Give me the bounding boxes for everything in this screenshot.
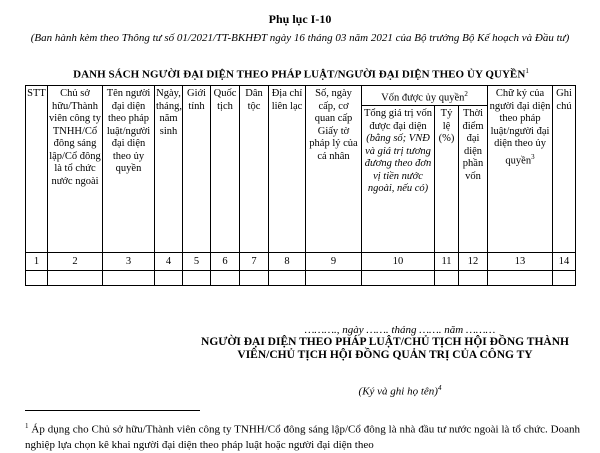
column-number: 6 [211,253,240,271]
column-number: 4 [155,253,183,271]
signature-footnote-ref: 4 [437,384,442,392]
column-number: 5 [183,253,211,271]
header-note: Ghi chú [553,86,576,253]
column-number: 1 [26,253,48,271]
header-authorized-capital [362,86,488,106]
table-cell[interactable] [211,271,240,286]
header-id-document: Số, ngày cấp, cơ quan cấp Giấy tờ pháp lý của cá nhân [306,86,362,253]
header-date-of-birth: Ngày, tháng, năm sinh [155,86,183,253]
column-number: 8 [269,253,306,271]
column-number: 10 [362,253,435,271]
header-gender: Giới tính [183,86,211,253]
header-signature [488,86,553,253]
header-signature-label: Chữ ký của người đại diện theo pháp luật/người đại diện theo ủy quyền [489,88,551,166]
column-number-row [26,253,576,271]
header-nationality: Quốc tịch [211,86,240,253]
header-capital-total [362,106,435,253]
column-number: 9 [306,253,362,271]
table-cell[interactable] [103,271,155,286]
column-number: 7 [240,253,269,271]
list-title-text: DANH SÁCH NGƯỜI ĐẠI DIỆN THEO PHÁP LUẬT/NGƯỜI ĐẠI DIỆN THEO ỦY QUYỀN [73,68,526,81]
signature-hint-text: (Ký và ghi họ tên) [358,385,438,398]
table-cell[interactable] [183,271,211,286]
column-number: 12 [459,253,488,271]
table-cell[interactable] [306,271,362,286]
header-representation-time: Thời điểm đại diện phần vốn [459,106,488,253]
table-cell[interactable] [459,271,488,286]
signer-title: NGƯỜI ĐẠI DIỆN THEO PHÁP LUẬT/CHỦ TỊCH HỘI ĐỒNG THÀNH VIÊN/CHỦ TỊCH HỘI ĐỒNG QUẢN TRỊ CỦA CÔNG TY [201,336,569,361]
table-cell[interactable] [26,271,48,286]
table-cell[interactable] [553,271,576,286]
header-ethnicity: Dân tộc [240,86,269,253]
date-line: ………., ngày ……. tháng ……. năm ……… [304,324,496,336]
list-title [16,67,586,81]
table-cell[interactable] [435,271,459,286]
table-cell[interactable] [488,271,553,286]
header-signature-footnote-ref: 3 [531,152,535,161]
header-stt: STT [26,86,48,253]
table-header-row [26,86,576,106]
header-capital-total-note: (bằng số; VNĐ và giá trị tương đương theo đơn vị tiền nước ngoài, nếu có) [364,133,432,194]
header-authorized-capital-label: Vốn được ủy quyền [381,92,465,104]
table-cell[interactable] [155,271,183,286]
column-number: 3 [103,253,155,271]
table-cell[interactable] [362,271,435,286]
table-cell[interactable] [269,271,306,286]
header-capital-footnote-ref: 2 [464,90,468,98]
table-row [26,271,576,286]
header-representative-name: Tên người đại diện theo pháp luật/người đại diện theo ủy quyền [103,86,155,253]
signature-hint [230,384,570,398]
representatives-table [25,85,576,286]
column-number: 13 [488,253,553,271]
table-cell[interactable] [240,271,269,286]
header-capital-total-label: Tổng giá trị vốn được đại diện [364,108,432,132]
column-number: 11 [435,253,459,271]
header-ratio: Tỷ lệ (%) [435,106,459,253]
footnote [25,419,580,453]
list-title-footnote-ref: 1 [525,67,529,75]
footnote-number: 1 [25,422,29,430]
footnote-divider [25,410,200,411]
appendix-title: Phụ lục I-10 [268,12,332,26]
column-number: 14 [553,253,576,271]
table-cell[interactable] [48,271,103,286]
header-owner: Chủ sở hữu/Thành viên công ty TNHH/Cổ đông sáng lập/Cổ đông là tổ chức nước ngoài [48,86,103,253]
issuance-note: (Ban hành kèm theo Thông tư số 01/2021/TT-BKHĐT ngày 16 tháng 03 năm 2021 của Bộ trưởng Bộ Kế hoạch và Đầu tư) [30,32,570,44]
column-number: 2 [48,253,103,271]
footnote-text: Áp dụng cho Chủ sở hữu/Thành viên công ty TNHH/Cổ đông sáng lập/Cổ đông là nhà đầu tư nước ngoài là tổ chức. Doanh nghiệp lựa chọn kê khai người đại diện theo pháp luật hoặc người đại diện theo [25,423,581,451]
header-contact-address: Địa chỉ liên lạc [269,86,306,253]
